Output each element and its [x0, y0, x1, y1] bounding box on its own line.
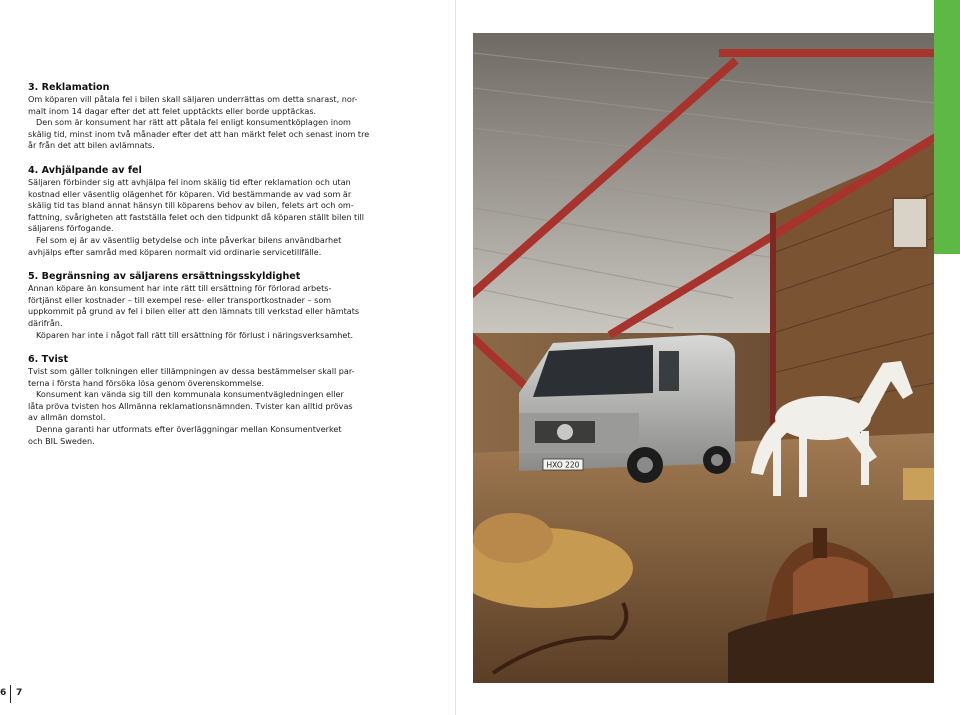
page-number-divider [10, 685, 11, 703]
page-spine [455, 0, 456, 715]
license-plate: HXO 220 [546, 460, 580, 470]
section-heading: 6. Tvist [28, 354, 69, 366]
paragraph: Fel som ej är av väsentlig betydelse och inte påverkar bilens användbarhet avhjälps efter samråd med köparen normalt vid ordinarie servicetillfälle. [28, 234, 342, 257]
paragraph: Denna garanti har utformats efter överläggningar mellan Konsumentverket och BIL Sweden. [28, 424, 342, 446]
green-edge-tab [934, 0, 960, 254]
van [519, 335, 735, 483]
page-number-left: 6 [0, 688, 7, 698]
hay-bale [903, 468, 934, 500]
terms-text-column [28, 82, 370, 460]
page-number-right: 7 [16, 688, 23, 698]
paragraph: Säljaren förbinder sig att avhjälpa fel inom skälig tid efter reklamation och utan kostnad eller väsentlig olägenhet för köparen. Vid bestämmande av vad som är skälig tid tas bland annat hänsyn till köparens behov av bilen, felets art och om- fattning, svårigheten att fastställa felet och den tidpunkt då köparen ställt bilen till säljarens förfogande. [28, 176, 364, 234]
paragraph: Konsument kan vända sig till den kommunala konsumentvägledningen eller låta pröva tvisten hos Allmänna reklamationsnämnden. Tvister kan alltid prövas av allmän domstol. [28, 389, 353, 423]
section-heading: 3. Reklamation [28, 82, 110, 93]
barn-photo [473, 33, 934, 683]
section-avhjalpande [28, 165, 370, 258]
section-begransning [28, 271, 370, 341]
paragraph: Om köparen vill påtala fel i bilen skall säljaren underrättas om detta snarast, nor- malt inom 14 dagar efter det att felet upptäckts eller borde upptäckas. [28, 94, 358, 116]
paragraph: Annan köpare än konsument har inte rätt till ersättning för förlorad arbets- förtjänst eller kostnader – till exempel rese- eller transportkostnader – som uppkommit på grund av fel i bilen eller att den lämnats till verkstad eller hämtats därifrån. [28, 283, 360, 328]
paragraph: Köparen har inte i något fall rätt till ersättning för förlust i näringsverksamhet. [36, 329, 354, 340]
section-heading: 5. Begränsning av säljarens ersättningsskyldighet [28, 271, 301, 283]
section-tvist [28, 354, 370, 447]
stable-window [893, 198, 927, 248]
section-heading: 4. Avhjälpande av fel [28, 164, 142, 176]
paragraph: Tvist som gäller tolkningen eller tillämpningen av dessa bestämmelser skall par- terna i första hand försöka lösa genom överenskommelse. [28, 366, 355, 388]
section-reklamation [28, 82, 370, 152]
paragraph: Den som är konsument har rätt att påtala fel enligt konsumentköplagen inom skälig tid, minst inom två månader efter det att han märkt felet och senast inom tre år från det att bilen avlämnats. [28, 117, 370, 151]
